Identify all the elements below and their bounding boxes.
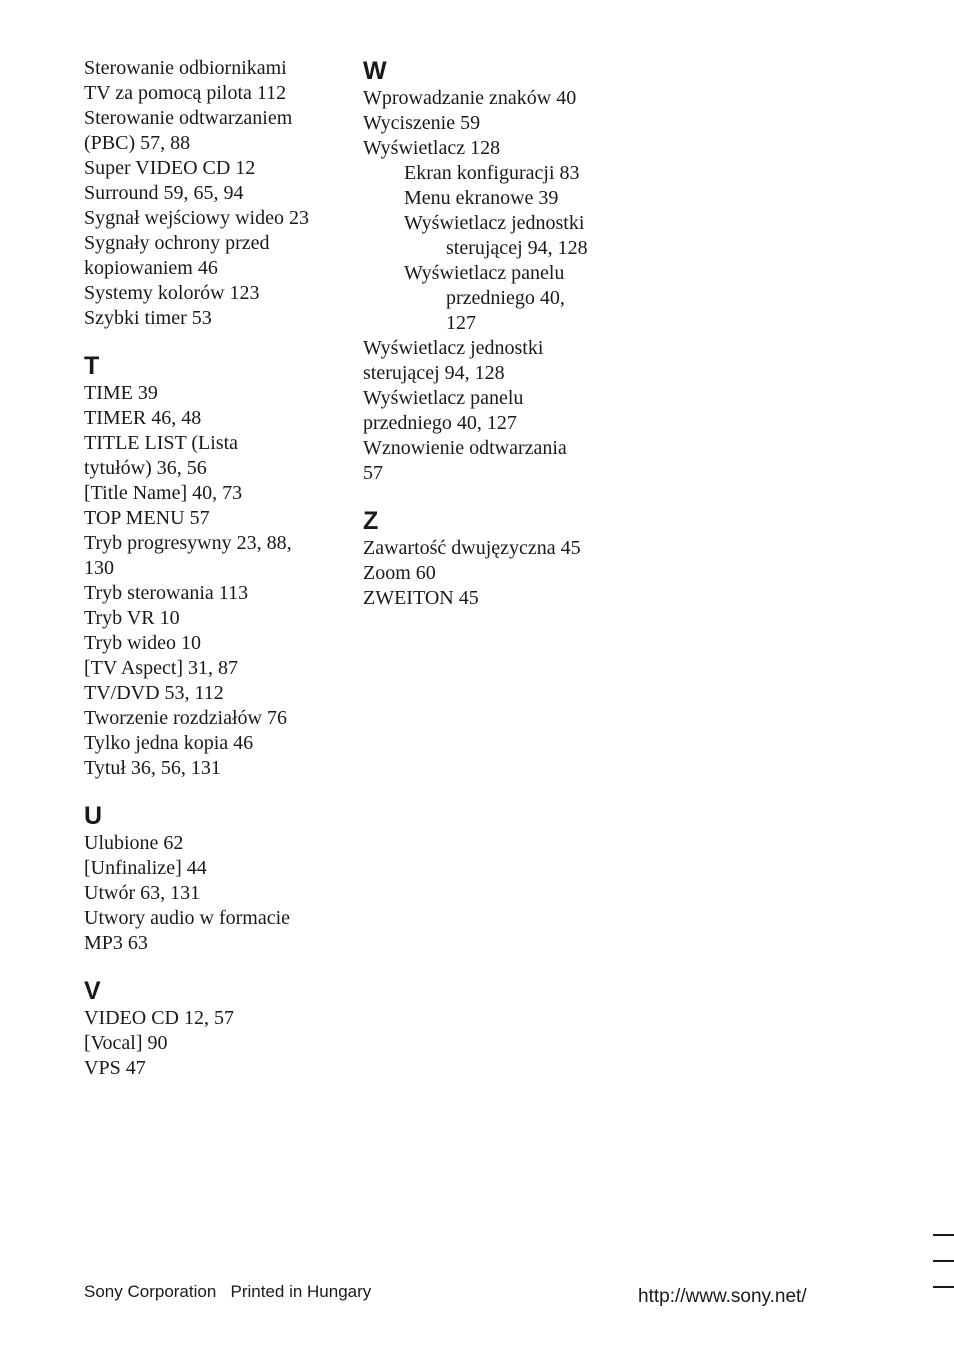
- index-entry: VPS 47: [84, 1057, 146, 1079]
- crop-mark: [933, 1260, 954, 1262]
- index-entry: Szybki timer 53: [84, 307, 212, 329]
- footer-url: http://www.sony.net/: [638, 1286, 807, 1307]
- footer-imprint: [84, 1282, 371, 1302]
- index-entry: Tryb VR 10: [84, 607, 180, 629]
- index-entry: Wyświetlacz 128: [363, 137, 501, 159]
- index-entry: TITLE LIST (Lista: [84, 432, 239, 454]
- index-entry: ZWEITON 45: [363, 587, 479, 609]
- index-entry: VIDEO CD 12, 57: [84, 1007, 234, 1029]
- index-entry: tytułów) 36, 56: [84, 457, 207, 479]
- index-entry: Sterowanie odbiornikami: [84, 57, 287, 79]
- index-entry: sterującej 94, 128: [363, 362, 505, 384]
- index-entry: Tryb sterowania 113: [84, 582, 249, 604]
- index-entry: Wyświetlacz jednostki: [363, 337, 544, 359]
- section-letter: Z: [363, 507, 379, 535]
- index-entry: TIME 39: [84, 382, 158, 404]
- footer-printed: Printed in Hungary: [230, 1282, 372, 1301]
- index-section: [84, 56, 349, 331]
- index-entry: Tytuł 36, 56, 131: [84, 757, 221, 779]
- section-letter: V: [84, 977, 101, 1005]
- index-entry: (PBC) 57, 88: [84, 132, 191, 154]
- index-entry: Zoom 60: [363, 562, 436, 584]
- index-entry: sterującej 94, 128: [446, 237, 588, 259]
- index-entry: Super VIDEO CD 12: [84, 157, 256, 179]
- index-entry: Menu ekranowe 39: [404, 187, 559, 209]
- index-entry: 127: [446, 312, 476, 334]
- index-entry: [Title Name] 40, 73: [84, 482, 243, 504]
- index-entry: MP3 63: [84, 932, 148, 954]
- index-entry: Tryb progresywny 23, 88,: [84, 532, 292, 554]
- index-entry: Sterowanie odtwarzaniem: [84, 107, 293, 129]
- index-entry: Wyciszenie 59: [363, 112, 481, 134]
- index-entry: Systemy kolorów 123: [84, 282, 260, 304]
- index-entry: Utwór 63, 131: [84, 882, 201, 904]
- index-entry: Wprowadzanie znaków 40: [363, 87, 577, 109]
- index-entry: Tryb wideo 10: [84, 632, 202, 654]
- crop-mark: [933, 1286, 954, 1288]
- index-entry: Zawartość dwujęzyczna 45: [363, 537, 581, 559]
- index-entry: Tworzenie rozdziałów 76: [84, 707, 287, 729]
- index-entry: Ekran konfiguracji 83: [404, 162, 580, 184]
- index-section: [84, 351, 349, 781]
- index-entry: przedniego 40, 127: [363, 412, 517, 434]
- index-entry: Utwory audio w formacie: [84, 907, 291, 929]
- index-entry: TV za pomocą pilota 112: [84, 82, 287, 104]
- index-entry: przedniego 40,: [446, 287, 565, 309]
- index-column-right: [363, 56, 628, 631]
- index-entry: TV/DVD 53, 112: [84, 682, 224, 704]
- index-entry: TOP MENU 57: [84, 507, 210, 529]
- section-letter: W: [363, 57, 387, 85]
- index-entry: Surround 59, 65, 94: [84, 182, 244, 204]
- section-letter: T: [84, 352, 100, 380]
- index-entry: 130: [84, 557, 114, 579]
- index-entry: Wyświetlacz panelu: [404, 262, 565, 284]
- index-entry: Ulubione 62: [84, 832, 184, 854]
- index-section: [84, 976, 349, 1081]
- index-section: [84, 801, 349, 956]
- crop-mark: [933, 1234, 954, 1236]
- index-entry: Wyświetlacz panelu: [363, 387, 524, 409]
- index-entry: Wyświetlacz jednostki: [404, 212, 585, 234]
- index-entry: [TV Aspect] 31, 87: [84, 657, 239, 679]
- footer-company: Sony Corporation: [84, 1282, 217, 1301]
- index-entry: 57: [363, 462, 383, 484]
- index-entry: Wznowienie odtwarzania: [363, 437, 567, 459]
- section-letter: U: [84, 802, 103, 830]
- index-entry: TIMER 46, 48: [84, 407, 202, 429]
- index-section: [363, 56, 628, 486]
- index-section: [363, 506, 628, 611]
- index-entry: kopiowaniem 46: [84, 257, 218, 279]
- index-column-left: [84, 56, 349, 1101]
- index-entry: [Unfinalize] 44: [84, 857, 207, 879]
- index-entry: Tylko jedna kopia 46: [84, 732, 254, 754]
- index-entry: Sygnały ochrony przed: [84, 232, 270, 254]
- index-entry: [Vocal] 90: [84, 1032, 168, 1054]
- index-entry: Sygnał wejściowy wideo 23: [84, 207, 309, 229]
